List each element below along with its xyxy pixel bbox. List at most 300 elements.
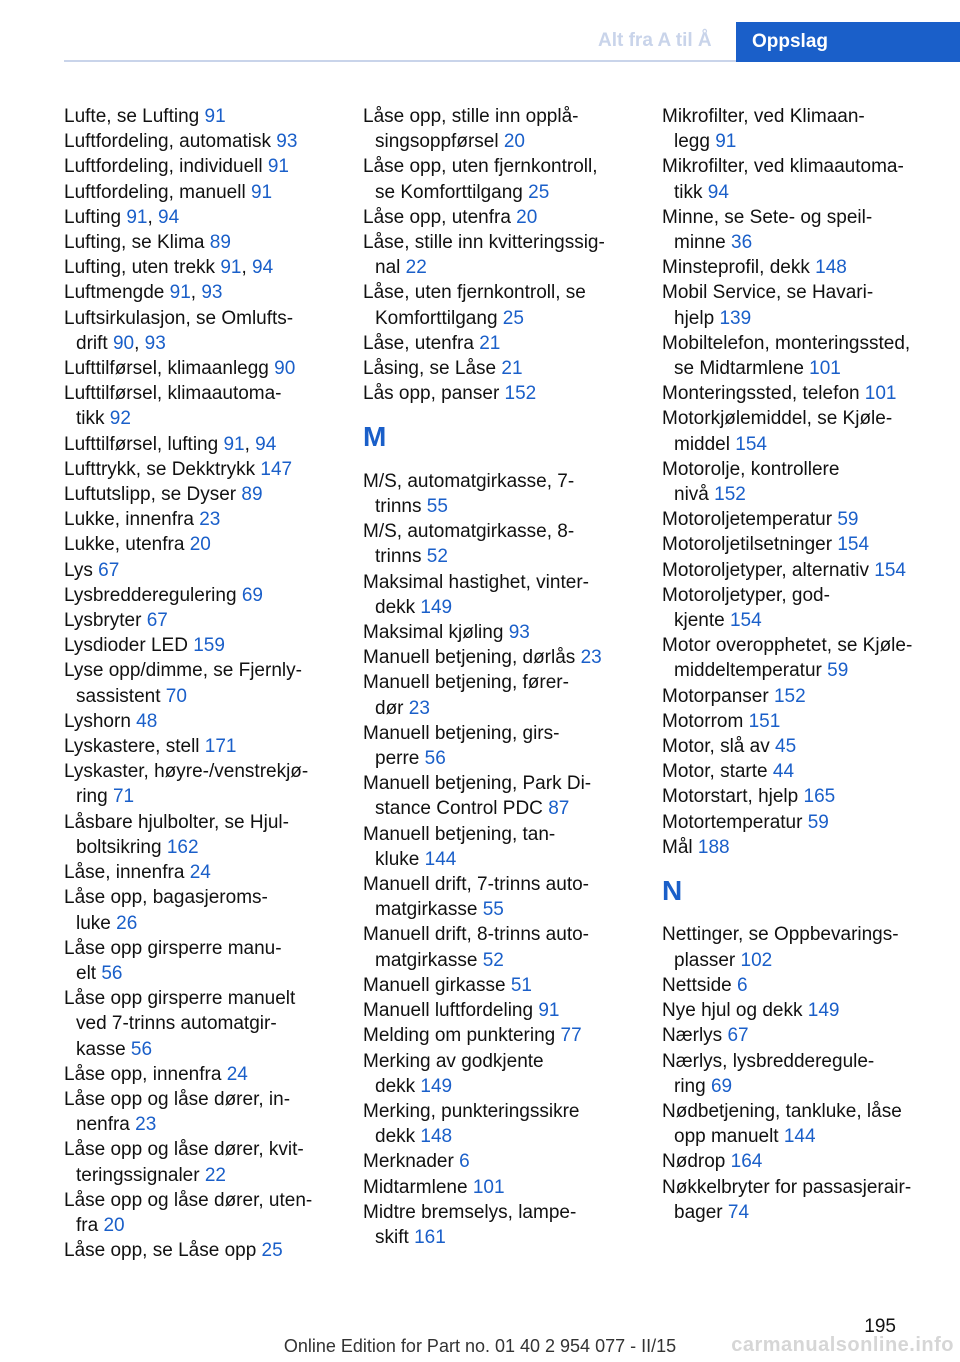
index-entry	[64, 709, 344, 734]
index-entry	[662, 998, 952, 1023]
index-term: Motor, slå av	[662, 736, 770, 758]
page-link[interactable]: 23	[408, 697, 430, 719]
page-link[interactable]: 20	[103, 1214, 125, 1236]
index-term: Nettside	[662, 974, 732, 996]
index-term: bager	[674, 1201, 723, 1223]
index-entry	[662, 835, 952, 860]
index-term: sassistent	[76, 685, 161, 707]
page-link[interactable]: 90	[112, 332, 135, 354]
page-link[interactable]: 59	[807, 811, 829, 833]
page-link[interactable]: 149	[807, 1000, 840, 1022]
page-link[interactable]: 20	[516, 206, 538, 228]
index-term: Mobil Service, se Havari-	[662, 282, 874, 304]
index-entry	[662, 255, 952, 280]
index-term: Manuell luftfordeling	[363, 1000, 534, 1022]
index-term: Manuell drift, 8-trinns auto-	[363, 924, 589, 946]
index-entry	[64, 507, 344, 532]
page-link[interactable]: 92	[109, 408, 131, 430]
index-term: nivå	[674, 484, 709, 506]
index-term: Motorkjølemiddel, se Kjøle-	[662, 408, 893, 430]
index-term: hjelp	[674, 307, 715, 329]
index-term: Låse opp, uten fjernkontroll,	[363, 156, 598, 178]
index-term: matgirkasse	[375, 899, 478, 921]
index-term: Manuell betjening, girs-	[363, 722, 560, 744]
index-entry: Luftmengde 91, 93	[64, 282, 223, 304]
page-link[interactable]: 44	[772, 761, 795, 783]
page-link[interactable]: 26	[116, 912, 138, 934]
index-entry	[662, 922, 952, 972]
index-entry	[64, 986, 344, 1062]
page-link[interactable]: 91	[169, 282, 191, 304]
page-link[interactable]: 102	[740, 949, 773, 971]
page-link[interactable]: 67	[98, 559, 120, 581]
index-entry	[64, 558, 344, 583]
index-entry	[64, 104, 344, 129]
page-link[interactable]: 151	[748, 710, 781, 732]
index-column-2	[363, 104, 643, 1250]
page-link[interactable]: 69	[710, 1075, 733, 1097]
index-term: Motorpanser	[662, 685, 769, 707]
index-term: Merking, punkteringssikre	[363, 1100, 580, 1122]
index-entry	[64, 381, 344, 431]
index-entry	[662, 104, 952, 154]
index-entry	[64, 633, 344, 658]
index-entry: Lufttilførsel, lufting 91, 94	[64, 433, 277, 455]
index-term: Lukke, utenfra	[64, 534, 185, 556]
index-term: Låse opp og låse dører, in-	[64, 1088, 291, 1110]
index-entry	[64, 759, 344, 809]
page-link[interactable]: 91	[126, 206, 148, 228]
index-entry	[64, 457, 344, 482]
index-term: Lufting	[64, 206, 122, 228]
index-entry	[662, 734, 952, 759]
index-entry	[662, 280, 952, 330]
index-term: Lysdioder LED	[64, 635, 188, 657]
index-term: Motortemperatur	[662, 811, 803, 833]
page-link[interactable]: 101	[809, 358, 841, 380]
index-entry	[363, 1175, 643, 1200]
index-term: Låse opp, innenfra	[64, 1063, 222, 1085]
index-term: Låse opp, se Låse opp	[64, 1240, 257, 1262]
page-link[interactable]: 55	[426, 496, 448, 518]
index-term: Låsing, se Låse	[363, 358, 497, 380]
index-entry	[64, 860, 344, 885]
index-term: singsoppførsel	[375, 131, 499, 153]
index-entry	[64, 885, 344, 935]
index-term: ved 7-trinns automatgir-	[76, 1013, 277, 1035]
page-number: 195	[864, 1316, 896, 1337]
index-term: tikk	[674, 181, 703, 203]
index-term: Monteringssted, telefon	[662, 383, 860, 405]
index-term: dekk	[375, 596, 416, 618]
page-link[interactable]: 20	[503, 131, 525, 153]
index-term: Låse opp og låse dører, kvit-	[64, 1139, 304, 1161]
index-term: opp manuelt	[674, 1126, 779, 1148]
index-entry	[64, 810, 344, 860]
page-link[interactable]: 154	[837, 534, 870, 556]
index-term: Mikrofilter, ved Klimaan-	[662, 106, 865, 127]
index-entry	[363, 922, 643, 972]
index-entry	[363, 205, 643, 230]
index-term: Lyskaster, høyre-/venstrekjø-	[64, 761, 309, 783]
page-link[interactable]: 144	[783, 1126, 816, 1148]
page-link[interactable]: 148	[815, 257, 847, 279]
index-term: Luftutslipp, se Dyser	[64, 484, 237, 506]
index-entry	[363, 998, 643, 1023]
page-link[interactable]: 56	[130, 1038, 153, 1060]
page-link[interactable]: 93	[201, 282, 223, 304]
index-term: skift	[375, 1226, 409, 1248]
index-entry	[64, 129, 344, 154]
index-term: legg	[674, 131, 710, 153]
page-link[interactable]: 74	[727, 1201, 750, 1223]
index-entry	[662, 532, 952, 557]
page-link[interactable]: 6	[459, 1151, 470, 1173]
index-term: Luftfordeling, manuell	[64, 181, 246, 203]
index-entry	[64, 1062, 344, 1087]
index-entry	[64, 532, 344, 557]
page-link[interactable]: 22	[405, 257, 427, 279]
index-entry	[64, 936, 344, 986]
index-term: Lufttilførsel, klimaanlegg	[64, 358, 269, 380]
section-letter: N	[662, 875, 683, 907]
index-entry	[64, 1188, 344, 1238]
index-term: Komforttilgang	[375, 307, 498, 329]
page-link[interactable]: 161	[414, 1226, 446, 1248]
page-link[interactable]: 87	[548, 798, 570, 820]
index-term: Låse opp girsperre manuelt	[64, 988, 296, 1010]
index-entry	[64, 1238, 344, 1263]
index-term: fra	[76, 1214, 99, 1236]
page-link[interactable]: 154	[729, 610, 762, 632]
index-term: Låse opp girsperre manu-	[64, 937, 282, 959]
page-link[interactable]: 101	[864, 383, 897, 405]
page-link[interactable]: 22	[204, 1164, 226, 1186]
page-link[interactable]: 147	[260, 458, 293, 480]
page-link[interactable]: 90	[274, 358, 296, 380]
index-entry	[64, 608, 344, 633]
index-column-1	[64, 104, 344, 1263]
page-link[interactable]: 52	[482, 949, 504, 971]
page-link[interactable]: 91	[267, 156, 289, 178]
index-term: Merknader	[363, 1151, 454, 1173]
page-link[interactable]: 56	[424, 748, 446, 770]
index-term: Nødbetjening, tankluke, låse	[662, 1100, 902, 1122]
page-link[interactable]: 24	[226, 1063, 248, 1085]
index-entry	[64, 1087, 344, 1137]
index-entry	[64, 658, 344, 708]
index-term: Manuell betjening, fører-	[363, 672, 569, 694]
page-link[interactable]: 152	[714, 484, 746, 506]
page-link[interactable]: 152	[504, 383, 537, 405]
index-entry	[662, 507, 952, 532]
index-entry	[363, 1200, 643, 1250]
index-entry	[662, 1099, 952, 1149]
page-link[interactable]: 101	[472, 1176, 505, 1198]
page-link[interactable]: 69	[241, 584, 263, 606]
index-term: se Midtarmlene	[674, 358, 804, 380]
page-link[interactable]: 45	[775, 736, 797, 758]
index-term: Lufting, se Klima	[64, 232, 205, 254]
index-term: Luftsirkulasjon, se Omlufts-	[64, 307, 294, 329]
page-link[interactable]: 23	[135, 1114, 157, 1136]
page-link[interactable]: 93	[144, 332, 166, 354]
index-term: Lufting, uten trekk	[64, 257, 216, 279]
chapter-tab[interactable]: Oppslag	[736, 22, 960, 62]
page-link[interactable]: 59	[837, 509, 859, 531]
index-entry	[662, 205, 952, 255]
index-term: kluke	[375, 848, 420, 870]
page-link[interactable]: 94	[158, 206, 180, 228]
index-entry	[662, 558, 952, 583]
page-link[interactable]: 23	[199, 509, 221, 531]
index-term: Motoroljetilsetninger	[662, 534, 833, 556]
index-term: Lyse opp/dimme, se Fjernly-	[64, 660, 302, 682]
index-entry: Luftsirkulasjon, se Omlufts- drift 90, 93	[64, 307, 294, 354]
index-term: Låsbare hjulbolter, se Hjul-	[64, 811, 289, 833]
page-link[interactable]: 139	[719, 307, 752, 329]
index-term: Motorstart, hjelp	[662, 786, 799, 808]
index-term: perre	[375, 748, 420, 770]
index-term: Låse opp, stille inn opplå-	[363, 106, 579, 127]
index-term: middel	[674, 433, 730, 455]
page-link[interactable]: 51	[510, 974, 532, 996]
index-term: M/S, automatgirkasse, 7-	[363, 470, 575, 492]
index-entry	[363, 1023, 643, 1048]
page-link[interactable]: 91	[220, 257, 242, 279]
index-term: Luftmengde	[64, 282, 165, 304]
page-link[interactable]: 149	[420, 1075, 453, 1097]
index-term: stance Control PDC	[375, 798, 543, 820]
index-term: Motoroljetemperatur	[662, 509, 833, 531]
index-entry	[64, 356, 344, 381]
index-entry	[363, 1099, 643, 1149]
index-entry	[363, 1049, 643, 1099]
index-term: matgirkasse	[375, 949, 478, 971]
page-link[interactable]: 149	[420, 596, 453, 618]
index-term: Motorolje, kontrollere	[662, 458, 840, 480]
index-term: Låse opp og låse dører, uten-	[64, 1189, 313, 1211]
page-link[interactable]: 159	[193, 635, 225, 657]
index-entry	[662, 684, 952, 709]
page-link[interactable]: 21	[501, 358, 523, 380]
page-link[interactable]: 89	[209, 232, 231, 254]
index-entry	[64, 583, 344, 608]
page-link[interactable]: 25	[528, 181, 550, 203]
index-term: Maksimal hastighet, vinter-	[363, 571, 589, 593]
index-entry	[662, 331, 952, 381]
index-entry	[662, 1175, 952, 1225]
index-term: Merking av godkjente	[363, 1050, 544, 1072]
index-term: Nettinger, se Oppbevarings-	[662, 924, 899, 946]
page-link[interactable]: 94	[255, 433, 277, 455]
page-link[interactable]: 188	[697, 836, 730, 858]
index-term: trinns	[375, 546, 422, 568]
index-entry	[363, 280, 643, 330]
page-link[interactable]: 6	[736, 974, 748, 996]
index-term: nenfra	[76, 1114, 130, 1136]
index-term: kjente	[674, 610, 725, 632]
index-entry	[662, 583, 952, 633]
index-entry	[662, 973, 952, 998]
index-term: Mikrofilter, ved klimaautoma-	[662, 156, 904, 178]
page-link[interactable]: 89	[241, 484, 263, 506]
index-entry	[363, 570, 643, 620]
index-term: Midtre bremselys, lampe-	[363, 1201, 577, 1223]
index-term: Motoroljetyper, alternativ	[662, 559, 869, 581]
index-term: se Komforttilgang	[375, 181, 523, 203]
index-term: Lyskastere, stell	[64, 736, 200, 758]
index-term: Nye hjul og dekk	[662, 1000, 803, 1022]
watermark: carmanualsonline.info	[731, 1334, 954, 1356]
index-entry	[363, 872, 643, 922]
page-link[interactable]: 71	[112, 786, 135, 808]
index-entry	[363, 331, 643, 356]
index-term: Luftfordeling, individuell	[64, 156, 263, 178]
page-link[interactable]: 164	[730, 1151, 763, 1173]
index-term: trinns	[375, 496, 422, 518]
section-breadcrumb[interactable]: Alt fra A til Å	[598, 30, 712, 51]
index-term: Låse, uten fjernkontroll, se	[363, 282, 586, 304]
index-term: Mål	[662, 836, 693, 858]
page-link[interactable]: 162	[166, 836, 199, 858]
index-entry	[363, 230, 643, 280]
index-entry	[64, 482, 344, 507]
page-link[interactable]: 148	[420, 1126, 453, 1148]
page-link[interactable]: 171	[204, 736, 237, 758]
section-letter: M	[363, 421, 387, 453]
page-link[interactable]: 94	[252, 257, 274, 279]
index-term: Manuell girkasse	[363, 974, 506, 996]
page-link[interactable]: 144	[424, 848, 457, 870]
index-term: nal	[375, 257, 401, 279]
index-column-3	[662, 104, 952, 1225]
page-link[interactable]: 91	[250, 181, 273, 203]
index-term: teringssignaler	[76, 1164, 200, 1186]
page-link[interactable]: 21	[479, 332, 501, 354]
index-term: Motoroljetyper, god-	[662, 584, 830, 606]
index-term: Lufttilførsel, lufting	[64, 433, 219, 455]
page-link[interactable]: 91	[715, 131, 737, 153]
index-term: tikk	[76, 408, 105, 430]
index-term: Lysbredderegulering	[64, 584, 237, 606]
index-entry: Lufting 91, 94	[64, 206, 180, 228]
index-entry	[363, 519, 643, 569]
index-term: Låse opp, utenfra	[363, 206, 511, 228]
index-term: Motor overopphetet, se Kjøle-	[662, 635, 913, 657]
page-link[interactable]: 152	[773, 685, 806, 707]
index-entry	[662, 1023, 952, 1048]
index-entry	[363, 356, 643, 381]
page-link[interactable]: 48	[136, 710, 158, 732]
index-entry	[363, 381, 643, 406]
page-link[interactable]: 23	[580, 647, 602, 669]
index-term: drift	[76, 332, 108, 354]
page-link[interactable]: 93	[276, 131, 298, 153]
index-entry	[662, 1149, 952, 1174]
index-entry	[363, 771, 643, 821]
page-link[interactable]: 165	[803, 786, 836, 808]
index-term: Låse, innenfra	[64, 862, 185, 884]
page-link[interactable]: 25	[502, 307, 524, 329]
page-link[interactable]: 70	[165, 685, 187, 707]
page-link[interactable]: 93	[508, 622, 530, 644]
page-link[interactable]: 67	[727, 1025, 749, 1047]
index-term: Lysbryter	[64, 610, 142, 632]
page-link[interactable]: 55	[482, 899, 504, 921]
page-link[interactable]: 24	[189, 862, 211, 884]
edition-footer: Online Edition for Part no. 01 40 2 954 077 - II/15	[283, 1336, 677, 1356]
page-link[interactable]: 91	[204, 106, 226, 127]
page-link[interactable]: 94	[707, 181, 729, 203]
index-term: Lufttrykk, se Dekktrykk	[64, 458, 256, 480]
index-entry	[64, 230, 344, 255]
index-entry	[64, 180, 344, 205]
index-term: M/S, automatgirkasse, 8-	[363, 521, 575, 543]
index-entry	[662, 810, 952, 835]
index-term: luke	[76, 912, 111, 934]
index-term: Låse, stille inn kvitteringssig-	[363, 232, 605, 254]
index-entry	[363, 645, 643, 670]
index-entry	[363, 154, 643, 204]
index-entry: Lufting, uten trekk 91, 94	[64, 257, 274, 279]
page-link[interactable]: 91	[223, 433, 245, 455]
page-link[interactable]: 154	[874, 559, 906, 581]
index-term: Nødrop	[662, 1151, 726, 1173]
page-link[interactable]: 91	[538, 1000, 560, 1022]
index-entry	[662, 709, 952, 734]
index-term: Melding om punktering	[363, 1025, 556, 1047]
page-link[interactable]: 67	[146, 610, 168, 632]
index-entry	[363, 973, 643, 998]
index-entry	[64, 154, 344, 179]
page-link[interactable]: 52	[426, 546, 448, 568]
index-term: middeltemperatur	[674, 660, 822, 682]
page-link[interactable]: 77	[560, 1025, 582, 1047]
index-term: Nærlys	[662, 1025, 723, 1047]
index-term: Manuell betjening, tan-	[363, 823, 556, 845]
page-link[interactable]: 36	[731, 232, 753, 254]
page-link[interactable]: 25	[261, 1240, 283, 1262]
index-entry	[363, 620, 643, 645]
index-term: Nærlys, lysbredderegule-	[662, 1050, 875, 1072]
index-term: dekk	[375, 1075, 416, 1097]
index-term: kasse	[76, 1038, 126, 1060]
index-entry	[64, 1137, 344, 1187]
index-term: plasser	[674, 949, 736, 971]
index-term: elt	[76, 962, 97, 984]
index-entry	[662, 457, 952, 507]
index-entry	[662, 784, 952, 809]
index-term: Minsteprofil, dekk	[662, 257, 810, 279]
index-term: Mobiltelefon, monteringssted,	[662, 332, 911, 354]
index-entry	[363, 1149, 643, 1174]
index-term: Manuell drift, 7-trinns auto-	[363, 874, 589, 896]
index-entry	[64, 734, 344, 759]
index-term: Lukke, innenfra	[64, 509, 194, 531]
page-link[interactable]: 59	[827, 660, 849, 682]
index-entry	[662, 633, 952, 683]
index-term: dekk	[375, 1126, 416, 1148]
index-term: Motorrom	[662, 710, 744, 732]
index-term: boltsikring	[76, 836, 162, 858]
page-link[interactable]: 56	[101, 962, 123, 984]
index-term: Lys	[64, 559, 93, 581]
index-term: Lufttilførsel, klimaautoma-	[64, 383, 282, 405]
page-link[interactable]: 154	[735, 433, 767, 455]
index-entry	[662, 381, 952, 406]
page-link[interactable]: 20	[189, 534, 211, 556]
